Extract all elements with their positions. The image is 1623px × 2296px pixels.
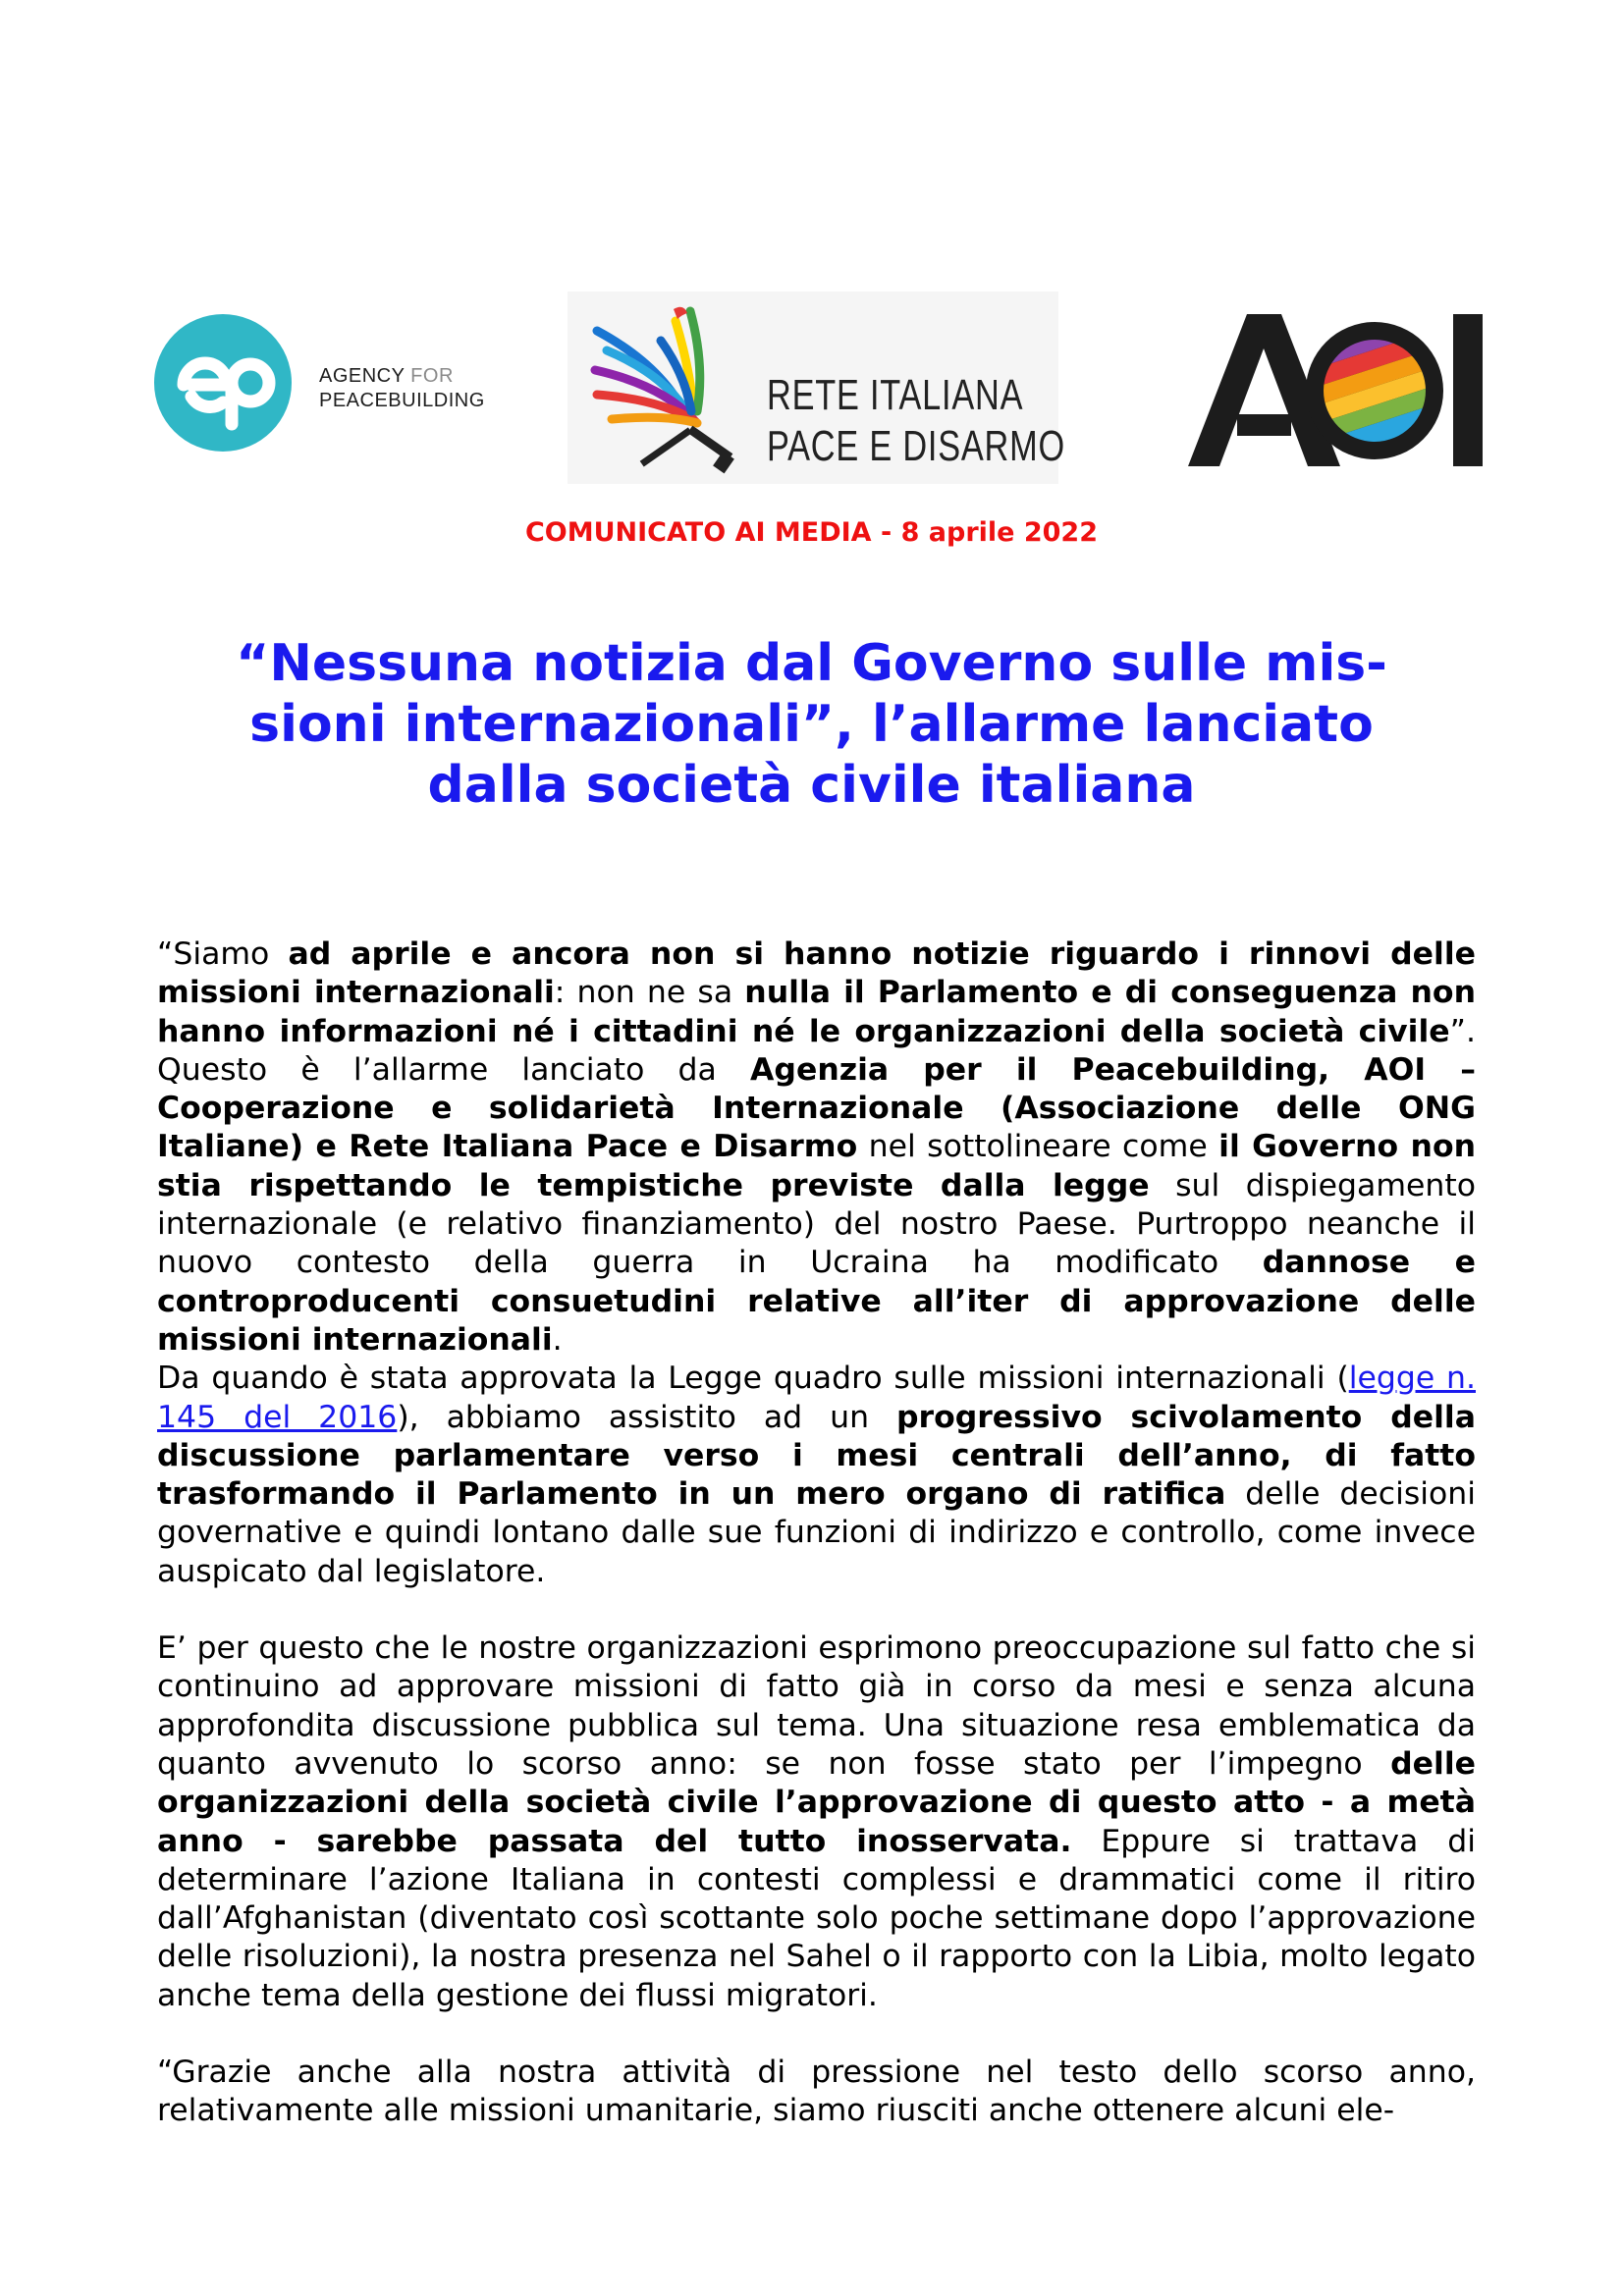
paragraph-4: “Grazie anche alla nostra attività di pressione nel testo dello scorso anno, relativamente alle missioni umanitarie, siamo riusciti anche ottenere alcuni ele- [157, 2055, 1476, 2129]
paragraph-3: E’ per questo che le nostre organizzazioni esprimono preoccupazione sul fatto che si continuino ad approvare missioni di fatto già in corso da mesi e senza alcuna approfondita discussione pubblica sul tema. Una situazione resa emblematica da quanto avvenuto lo scorso anno: se non fosse stato per l’impegno delle organizzazioni della società civile l’approvazione di questo atto - a metà anno - sarebbe passata del tutto inosservata. Eppure si trattava di determinare l’azione Italiana in contesti complessi e drammatici come il ritiro dall’Afghanistan (diventato così scottante solo poche settimane dopo l’approvazione delle risoluzioni), la nostra presenza nel Sahel o il rapporto con la Libia, molto legato anche tema della gestione dei flussi migratori. [157, 1630, 1477, 2013]
rete-italiana-pace-disarmo-logo [568, 292, 1065, 484]
paragraph-1: “Siamo ad aprile e ancora non si hanno notizie riguardo i rinnovi delle missioni internazionali: non ne sa nulla il Parlamento e di conseguenza non hanno informazioni né i cittadini né le organizzazioni della società civile”. Questo è l’allarme lanciato da Agenzia per il Peacebuilding, AOI – Cooperazione e solidarietà Internazionale (Associazione delle ONG Italiane) e Rete Italiana Pace e Disarmo nel sottolineare come il Governo non stia rispettando le tempistiche previste dalla legge sul dispiegamento internazionale (e relativo finanziamento) del nostro Paese. Purtroppo neanche il nuovo contesto della guerra in Ucraina ha modificato dannose e controproducenti consuetudini relative all’iter di approvazione delle missioni internazionali. [157, 936, 1477, 1358]
title-line-1: “Nessuna notizia dal Governo sulle mis- [236, 634, 1387, 693]
title-line-3: dalla società civile italiana [427, 756, 1196, 815]
paragraph-2: Da quando è stata approvata la Legge quadro sulle missioni internazionali (legge n. 145 del 2016), abbiamo assistito ad un progressivo scivolamento della discussione parlamentare verso i mesi centrali dell’anno, di fatto trasformando il Parlamento in un mero organo di ratifica delle decisioni governative e quindi lontano dalle sue funzioni di indirizzo e controllo, come invece auspicato dal legislatore. [157, 1361, 1476, 1589]
ap-wordmark: AGENCY FOR PEACEBUILDING [319, 365, 485, 411]
aoi-rainbow-icon [1188, 304, 1483, 471]
title-line-2: sioni internazionali”, l’allarme lanciato [249, 695, 1374, 754]
ap-circle-icon [154, 314, 301, 452]
rete-wordmark: RETE ITALIANA PACE E DISARMO [767, 371, 1065, 470]
law-link[interactable]: legge n. 145 del 2016 [157, 1361, 1476, 1435]
press-release-line: COMUNICATO AI MEDIA - 8 aprile 2022 [524, 517, 1099, 548]
page-title [177, 633, 1446, 816]
article-body [157, 935, 1476, 2131]
rainbow-dove-icon [568, 292, 764, 484]
aoi-logo [1188, 304, 1483, 471]
agency-for-peacebuilding-logo [154, 314, 498, 452]
